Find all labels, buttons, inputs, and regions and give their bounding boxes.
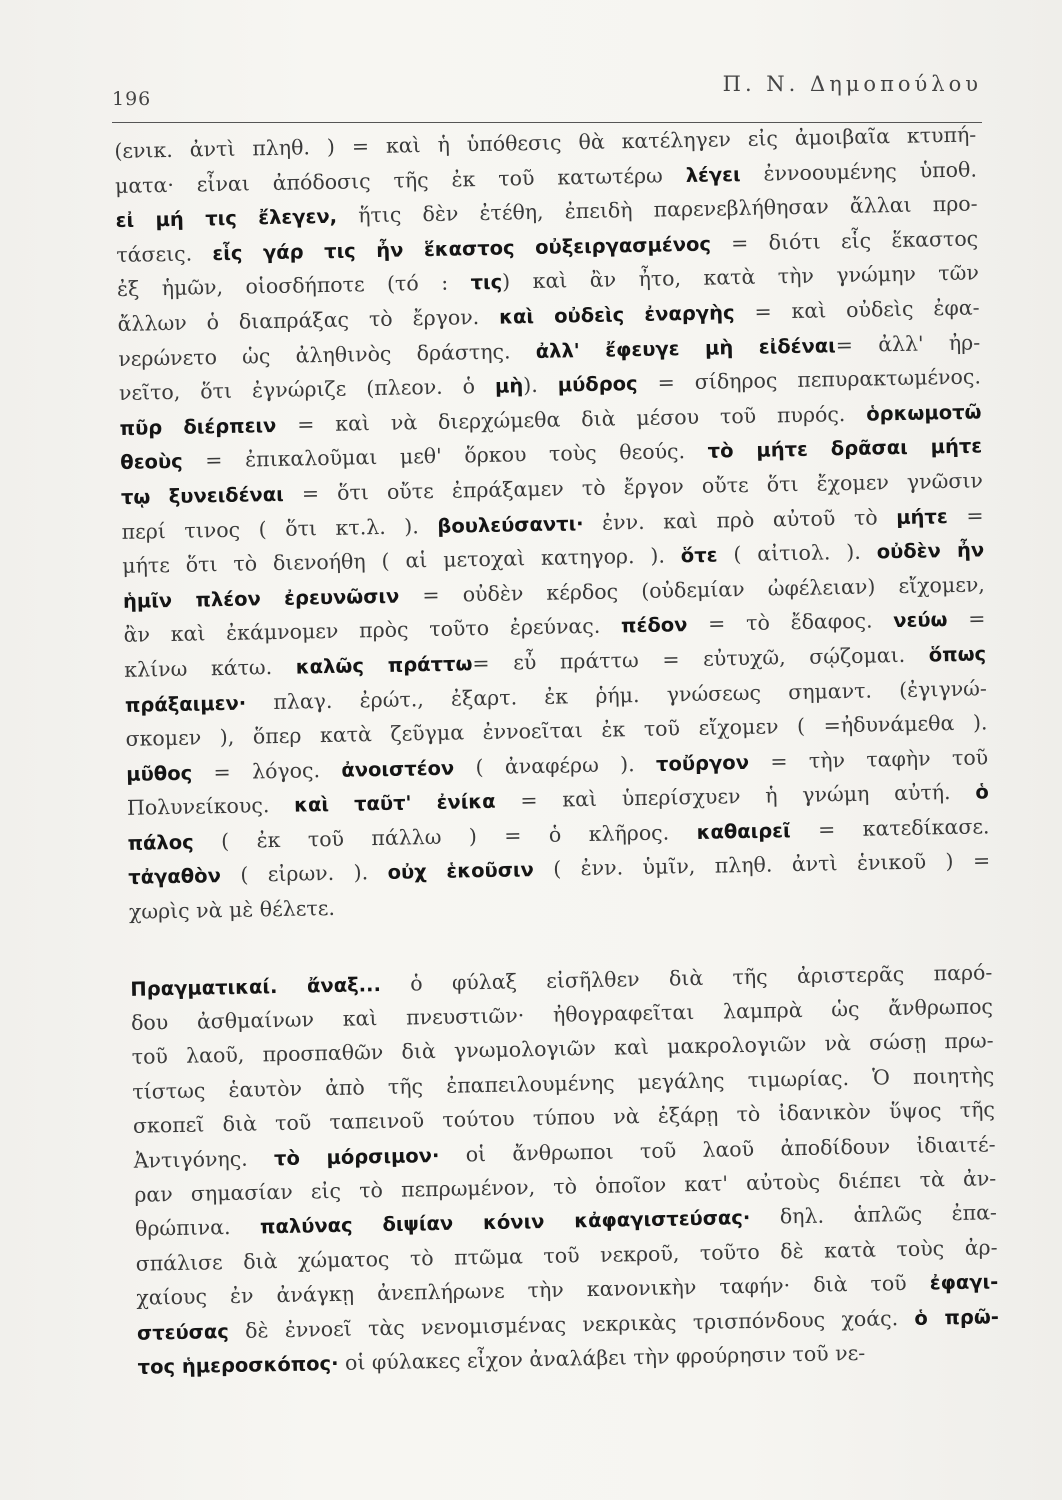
gloss-text: ὁ φύλαξ εἰσῆλθεν διὰ τῆς ἀριστερᾶς παρό- xyxy=(380,959,993,996)
gloss-text: = καὶ οὐδεὶς ἐφα- xyxy=(734,295,980,325)
gloss-text: = ἐπικαλοῦμαι μεθ' ὅρκου τοὺς θεούς. xyxy=(182,439,708,474)
lemma-term: μὴ xyxy=(494,374,524,398)
gloss-text: ραν σημασίαν εἰς τὸ πεπρωμένον, τὸ ὁποῖον κατ' αὐτοὺς διέπει τὰ ἀν- xyxy=(134,1166,997,1207)
gloss-text: δηλ. ἁπλῶς ἐπα- xyxy=(750,1200,998,1230)
lemma-term: βουλεύσαντι· xyxy=(437,511,584,538)
lemma-term: τὸ μόρσιμον· xyxy=(273,1143,440,1170)
gloss-text: = τὴν ταφὴν τοῦ xyxy=(748,745,989,774)
lemma-term: μήτε xyxy=(895,504,948,529)
gloss-text: μήτε ὅτι τὸ διενοήθη ( αἱ μετοχαὶ κατηγορ. ). xyxy=(122,543,682,579)
text-body xyxy=(114,117,1000,1384)
gloss-text: ἥτις δὲν ἐτέθη, ἐπειδὴ παρενεβλήθησαν ἄλλαι προ- xyxy=(336,191,978,228)
gloss-text: = xyxy=(947,502,984,528)
lemma-term: παλύνας διψίαν κόνιν κἀφαγιστεύσας· xyxy=(259,1206,751,1239)
gloss-text: σκοπεῖ διὰ τοῦ ταπεινοῦ τούτου τύπου νὰ ἐξάρῃ τὸ ἰδανικὸν ὕψος τῆς xyxy=(132,1097,996,1139)
gloss-text: τάσεις. xyxy=(116,240,213,267)
gloss-text: ἂν καὶ ἐκάμνομεν πρὸς τοῦτο ἐρεύνας. xyxy=(123,613,622,648)
gloss-text: = εὖ πράττω = εὐτυχῶ, σῴζομαι. xyxy=(472,642,930,676)
gloss-text: χαίους ἐν ἀνάγκῃ ἀνεπλήρωνε τὴν κανονικὴν ταφήν· διὰ τοῦ xyxy=(136,1270,930,1310)
lemma-term: καθαιρεῖ xyxy=(696,819,791,844)
lemma-term: τος ἡμεροσκόπος· xyxy=(137,1351,339,1379)
gloss-text: δου ἀσθμαίνων καὶ πνευστιῶν· ἠθογραφεῖται λαμπρὰ ὡς ἄνθρωπος xyxy=(130,994,994,1035)
lemma-term: ὅπως xyxy=(928,642,987,667)
gloss-text: = xyxy=(947,606,986,632)
gloss-text: ( εἰρων. ). xyxy=(220,860,388,888)
gloss-text: περί τινος ( ὅτι κτ.λ. ). xyxy=(121,513,438,544)
gloss-text: = καὶ νὰ διερχώμεθα διὰ μέσου τοῦ πυρός. xyxy=(276,401,867,437)
lemma-term: εἰ μή τις ἔλεγεν, xyxy=(115,204,338,233)
lemma-term: πῦρ διέρπειν xyxy=(119,413,277,440)
gloss-text: ματα· εἶναι ἀπόδοσις τῆς ἐκ τοῦ κατωτέρω xyxy=(114,162,686,198)
gloss-text: κλίνω κάτω. xyxy=(124,654,297,682)
gloss-text: σπάλισε διὰ χώματος τὸ πτῶμα τοῦ νεκροῦ, τοῦτο δὲ κατὰ τοὺς ἀρ- xyxy=(135,1235,998,1276)
gloss-text: θρώπινα. xyxy=(134,1214,261,1242)
gloss-text: = διότι εἷς ἕκαστος xyxy=(710,226,979,256)
running-head: Π. Ν. Δημοπούλου xyxy=(722,72,982,96)
gloss-text: σκομεν ), ὅπερ κατὰ ζεῦγμα ἐννοεῖται ἐκ τοῦ εἴχομεν ( =ἠδυνάμεθα ). xyxy=(125,710,988,751)
gloss-text: οἱ ἄνθρωποι τοῦ λαοῦ ἀποδίδουν ἰδιαιτέ- xyxy=(439,1131,996,1167)
gloss-text: = ἀλλ' ἠρ- xyxy=(835,329,981,357)
gloss-text: (ενικ. ἀντὶ πληθ. ) = καὶ ἡ ὑπόθεσις θὰ κατέληγεν εἰς ἀμοιβαῖα κτυπή- xyxy=(114,122,977,163)
gloss-text: = σίδηρος πεπυρακτωμένος. xyxy=(637,364,982,396)
gloss-text: νερώνετο ὡς ἀληθινὸς δράστης. xyxy=(118,338,536,371)
lemma-term: ἡμῖν πλέον ἐρευνῶσιν xyxy=(122,584,400,613)
lemma-term: καλῶς πράττω xyxy=(295,652,473,679)
gloss-text: χωρὶς νὰ μὲ θέλετε. xyxy=(128,895,336,924)
gloss-text: ἐξ ἡμῶν, οἱοσδήποτε (τό : xyxy=(116,270,471,302)
gloss-text: ( ἀναφέρω ). xyxy=(453,751,657,780)
gloss-text: πλαγ. ἐρώτ., ἐξαρτ. ἐκ ῥήμ. γνώσεως σημαντ. (ἐγιγνώ- xyxy=(245,675,988,715)
lemma-term: Πραγματικαί. ἄναξ... xyxy=(130,972,382,1001)
lemma-term: στεύσας xyxy=(136,1319,230,1345)
gloss-text: ἄλλων ὁ διαπράξας τὸ ἔργον. xyxy=(117,304,500,336)
gloss-text: ἐννοουμένης ὑποθ. xyxy=(740,157,978,186)
page-number: 196 xyxy=(112,88,152,110)
lemma-term: τις xyxy=(470,270,503,295)
gloss-text: ) καὶ ἂν ἦτο, κατὰ τὴν γνώμην τῶν xyxy=(501,260,980,294)
gloss-text: ). xyxy=(523,372,559,398)
gloss-text: ( ἐκ τοῦ πάλλω ) = ὁ κλῆρος. xyxy=(193,819,697,854)
gloss-text: ( ἐνν. ὑμῖν, πληθ. ἀντὶ ἑνικοῦ ) = xyxy=(533,848,991,882)
lemma-term: πάλος xyxy=(127,830,194,855)
lemma-term: λέγει xyxy=(685,162,741,187)
lemma-term: τοὔργον xyxy=(655,750,750,776)
gloss-text: δὲ ἐννοεῖ τὰς νενομισμένας νεκρικὰς τρισπόνδους χοάς. xyxy=(228,1305,915,1343)
lemma-term: εἷς γάρ τις ἦν ἕκαστος οὐξειργασμένος xyxy=(212,232,712,265)
lemma-term: τὸ μήτε δρᾶσαι μήτε xyxy=(707,434,983,464)
lemma-term: ὁρκωμοτῶ xyxy=(865,400,982,426)
gloss-text: = λόγος. xyxy=(191,757,342,785)
gloss-text: = κατεδίκασε. xyxy=(790,814,990,843)
gloss-text: νεῖτο, ὅτι ἐγνώριζε (πλεον. ὁ xyxy=(118,373,496,406)
gloss-text: Ἀντιγόνης. xyxy=(133,1145,275,1173)
lemma-term: τῳ ξυνειδέναι xyxy=(120,482,284,509)
lemma-term: μύδρος xyxy=(557,372,638,397)
lemma-term: οὐδὲν ἦν xyxy=(876,538,985,564)
gloss-text: = οὐδὲν κέρδος (οὐδεμίαν ὠφέλειαν) εἴχομεν, xyxy=(399,572,986,608)
gloss-text: οἱ φύλακες εἶχον ἀναλάβει τὴν φρούρησιν τοῦ νε- xyxy=(338,1340,866,1375)
gloss-text: = τὸ ἔδαφος. xyxy=(687,608,894,637)
lemma-term: ἐφαγι- xyxy=(929,1270,999,1295)
gloss-text: = ὅτι οὔτε ἐπράξαμεν τὸ ἔργον οὔτε ὅτι ἔχομεν γνῶσιν xyxy=(283,468,984,506)
gloss-text: τοῦ λαοῦ, προσπαθῶν διὰ γνωμολογιῶν καὶ μακρολογιῶν νὰ σώσῃ πρω- xyxy=(131,1028,994,1070)
lemma-term: ὁ πρῶ- xyxy=(914,1304,1000,1330)
lemma-term: πέδον xyxy=(620,613,688,638)
page-header xyxy=(112,72,982,116)
lemma-term: πράξαιμεν· xyxy=(124,691,247,717)
commentary-paragraph-1 xyxy=(114,117,991,929)
lemma-term: μῦθος xyxy=(126,761,193,786)
gloss-text: ἐνν. καὶ πρὸ αὐτοῦ τὸ xyxy=(583,504,897,535)
lemma-term: ἀλλ' ἔφευγε μὴ εἰδέναι xyxy=(535,333,836,363)
gloss-text: ( αἰτιολ. ). xyxy=(717,539,877,567)
gloss-text: τίστως ἑαυτὸν ἀπὸ τῆς ἐπαπειλουμένης μεγάλης τιμωρίας. Ὁ ποιητὴς xyxy=(132,1063,995,1104)
commentary-paragraph-2 xyxy=(130,955,1000,1384)
lemma-term: θεοὺς xyxy=(120,450,183,475)
lemma-term: ὅτε xyxy=(680,543,718,568)
gloss-text: = καὶ ὑπερίσχυεν ἡ γνώμη αὐτή. xyxy=(495,779,976,814)
gloss-text: Πολυνείκους. xyxy=(126,792,295,821)
lemma-term: καὶ οὐδεὶς ἐναργὴς xyxy=(498,301,735,329)
lemma-term: νεύω xyxy=(893,608,948,633)
lemma-term: ἀνοιστέον xyxy=(341,756,455,782)
lemma-term: ὁ xyxy=(975,780,990,804)
lemma-term: τἀγαθὸν xyxy=(128,864,222,890)
lemma-term: καὶ ταῦτ' ἐνίκα xyxy=(293,790,496,817)
lemma-term: οὐχ ἑκοῦσιν xyxy=(387,858,534,885)
